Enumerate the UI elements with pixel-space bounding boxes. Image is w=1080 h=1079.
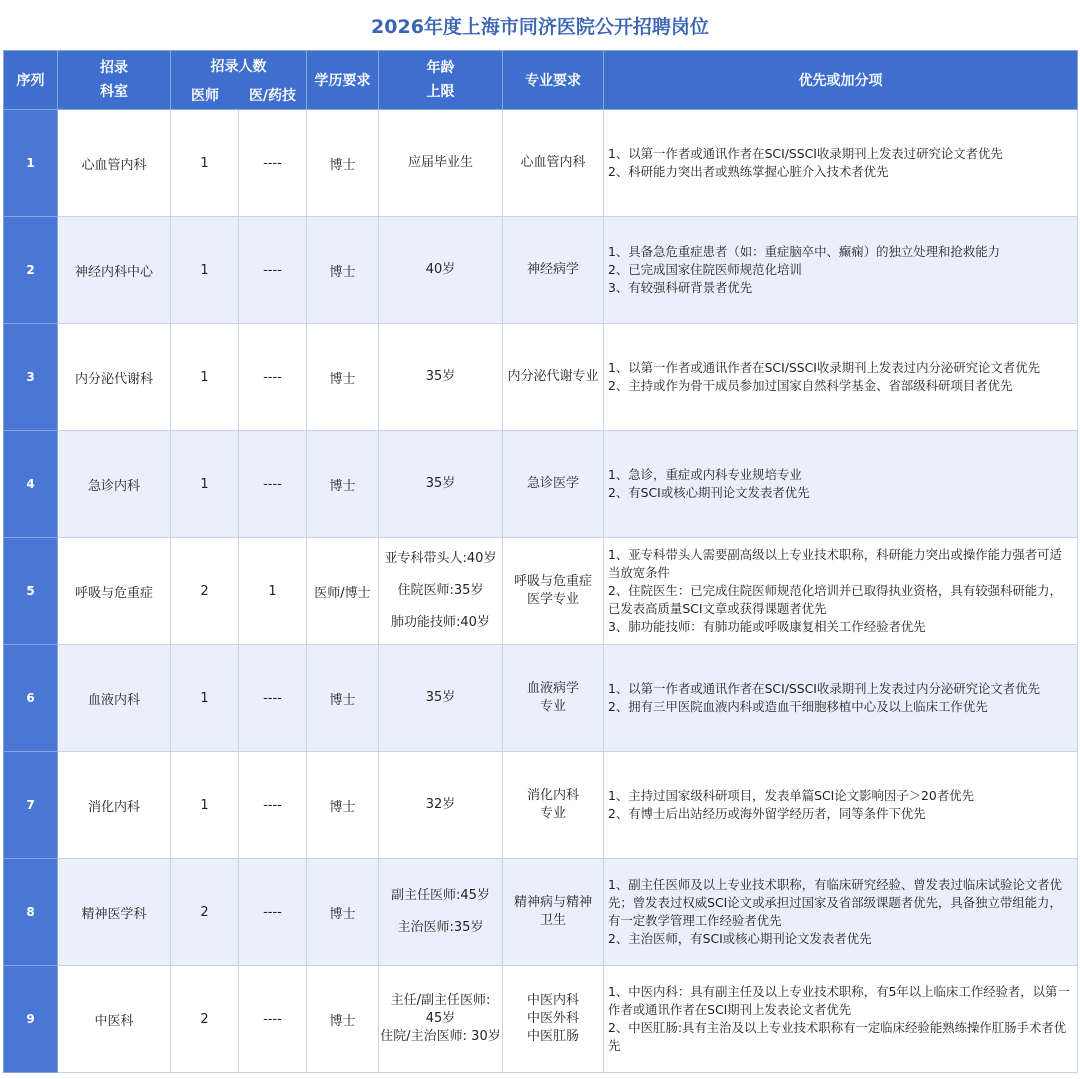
- header-count-doctor: 医师: [191, 87, 219, 104]
- header-pref: 优先或加分项: [604, 51, 1078, 110]
- row-count-doctor: 2: [171, 538, 239, 645]
- row-dept: 心血管内科: [58, 110, 171, 217]
- row-seq: 3: [4, 324, 58, 431]
- row-age-line: 40岁: [425, 262, 456, 277]
- row-pref: [604, 859, 1078, 966]
- row-count-tech: ----: [239, 859, 307, 966]
- pref-item: 2、主治医师，有SCI或核心期刊论文发表者优先: [608, 931, 872, 946]
- row-edu: 博士: [307, 645, 379, 752]
- table-header-row: [4, 51, 1078, 110]
- row-major-line: 中医外科: [526, 1011, 579, 1026]
- pref-item: 2、已完成国家住院医师规范化培训: [608, 262, 802, 277]
- row-major: [503, 645, 604, 752]
- row-major-line: 神经病学: [526, 262, 579, 277]
- table-row: [4, 752, 1078, 859]
- row-count-tech: ----: [239, 431, 307, 538]
- row-major: [503, 324, 604, 431]
- pref-item: 2、住院医生：已完成住院医师规范化培训并已取得执业资格，具有较强科研能力，已发表高质量SCI文章或获得课题者优先: [608, 583, 1062, 616]
- row-dept: 精神医学科: [58, 859, 171, 966]
- row-age-line: 住院/主治医师: 30岁: [380, 1029, 501, 1044]
- row-age: [379, 859, 503, 966]
- pref-item: 1、亚专科带头人需要副高级以上专业技术职称，科研能力突出或操作能力强者可适当放宽条件: [608, 547, 1062, 580]
- row-seq: 6: [4, 645, 58, 752]
- pref-item: 1、以第一作者或通讯作者在SCI/SSCI收录期刊上发表过内分泌研究论文者优先: [608, 360, 1040, 375]
- row-age-line: 应届毕业生: [407, 155, 473, 170]
- row-major: [503, 859, 604, 966]
- row-count-doctor: 1: [171, 645, 239, 752]
- row-pref: [604, 966, 1078, 1073]
- row-dept: 血液内科: [58, 645, 171, 752]
- row-seq: 7: [4, 752, 58, 859]
- pref-item: 1、主持过国家级科研项目，发表单篇SCI论文影响因子＞20者优先: [608, 788, 974, 803]
- row-major-line: 血液病学: [526, 681, 579, 696]
- row-dept: 呼吸与危重症: [58, 538, 171, 645]
- pref-item: 1、急诊，重症或内科专业规培专业: [608, 467, 802, 482]
- header-major: 专业要求: [503, 51, 604, 110]
- row-count-tech: ----: [239, 752, 307, 859]
- row-major-line: 专业: [539, 806, 566, 821]
- row-age-line: 亚专科带头人:40岁: [384, 551, 497, 566]
- header-dept: 招录 科室: [58, 51, 171, 110]
- row-count-doctor: 1: [171, 217, 239, 324]
- row-major-line: 心血管内科: [520, 155, 586, 170]
- row-edu: 博士: [307, 110, 379, 217]
- pref-item: 1、副主任医师及以上专业技术职称，有临床研究经验、曾发表过临床试验论文者优先；曾发表过权威SCI论文或承担过国家及省部级课题者优先，具备独立带组能力，有一定教学管理工作经验者优先: [608, 877, 1062, 928]
- pref-item: 3、肺功能技师：有肺功能或呼吸康复相关工作经验者优先: [608, 619, 926, 634]
- row-age-line: 主任/副主任医师:: [390, 993, 491, 1008]
- header-edu: 学历要求: [307, 51, 379, 110]
- row-major-line: 中医内科: [526, 993, 579, 1008]
- row-age: [379, 217, 503, 324]
- row-major: [503, 966, 604, 1073]
- pref-item: 2、拥有三甲医院血液内科或造血干细胞移植中心及以上临床工作优先: [608, 699, 988, 714]
- row-dept: 内分泌代谢科: [58, 324, 171, 431]
- row-seq: 1: [4, 110, 58, 217]
- row-seq: 4: [4, 431, 58, 538]
- row-major: [503, 752, 604, 859]
- row-age-line: 35岁: [425, 476, 456, 491]
- row-major-line: 呼吸与危重症: [513, 574, 592, 589]
- row-dept: 消化内科: [58, 752, 171, 859]
- row-count-doctor: 2: [171, 966, 239, 1073]
- row-dept: 中医科: [58, 966, 171, 1073]
- row-major: [503, 538, 604, 645]
- row-pref: [604, 324, 1078, 431]
- row-major: [503, 110, 604, 217]
- row-age: [379, 431, 503, 538]
- pref-item: 2、科研能力突出者或熟练掌握心脏介入技术者优先: [608, 164, 889, 179]
- row-pref: [604, 752, 1078, 859]
- row-edu: 博士: [307, 217, 379, 324]
- table-row: [4, 431, 1078, 538]
- row-pref: [604, 538, 1078, 645]
- row-major-line: 专业: [539, 699, 566, 714]
- row-major-line: 急诊医学: [526, 476, 579, 491]
- row-count-tech: ----: [239, 110, 307, 217]
- row-count-tech: ----: [239, 966, 307, 1073]
- row-count-tech: ----: [239, 217, 307, 324]
- row-age-line: 主治医师:35岁: [397, 920, 484, 935]
- pref-item: 2、有SCI或核心期刊论文发表者优先: [608, 485, 810, 500]
- row-edu: 博士: [307, 752, 379, 859]
- row-major-line: 精神病与精神: [513, 895, 592, 910]
- row-count-tech: ----: [239, 324, 307, 431]
- header-seq: 序列: [4, 51, 58, 110]
- row-age: [379, 645, 503, 752]
- table-row: [4, 859, 1078, 966]
- table-row: [4, 645, 1078, 752]
- page-title: 2026年度上海市同济医院公开招聘岗位: [0, 0, 1080, 50]
- row-count-doctor: 2: [171, 859, 239, 966]
- row-dept: 神经内科中心: [58, 217, 171, 324]
- row-edu: 医师/博士: [307, 538, 379, 645]
- row-seq: 5: [4, 538, 58, 645]
- table-row: [4, 324, 1078, 431]
- table-row: [4, 538, 1078, 645]
- row-seq: 2: [4, 217, 58, 324]
- table-row: [4, 966, 1078, 1073]
- pref-item: 3、有较强科研背景者优先: [608, 280, 753, 295]
- row-age: [379, 966, 503, 1073]
- row-edu: 博士: [307, 859, 379, 966]
- row-major-line: 中医肛肠: [526, 1029, 579, 1044]
- pref-item: 1、中医内科：具有副主任及以上专业技术职称，有5年以上临床工作经验者，以第一作者或通讯作者在SCI期刊上发表论文者优先: [608, 984, 1070, 1017]
- row-pref: [604, 110, 1078, 217]
- row-major-line: 卫生: [539, 913, 566, 928]
- row-major: [503, 431, 604, 538]
- row-age: [379, 110, 503, 217]
- row-age-line: 肺功能技师:40岁: [391, 615, 490, 630]
- row-count-doctor: 1: [171, 110, 239, 217]
- header-count: 招录人数 医师 医/药技: [171, 51, 307, 110]
- row-count-tech: ----: [239, 645, 307, 752]
- row-edu: 博士: [307, 431, 379, 538]
- row-major: [503, 217, 604, 324]
- row-age-line: 45岁: [425, 1011, 456, 1026]
- row-dept: 急诊内科: [58, 431, 171, 538]
- row-pref: [604, 217, 1078, 324]
- row-major-line: 医学专业: [526, 592, 579, 607]
- pref-item: 1、具备急危重症患者（如：重症脑卒中、癫痫）的独立处理和抢救能力: [608, 244, 1000, 259]
- row-count-doctor: 1: [171, 431, 239, 538]
- pref-item: 2、中医肛肠:具有主治及以上专业技术职称有一定临床经验能熟练操作肛肠手术者优先: [608, 1020, 1067, 1053]
- row-count-doctor: 1: [171, 752, 239, 859]
- row-age: [379, 538, 503, 645]
- table-row: [4, 217, 1078, 324]
- row-age: [379, 752, 503, 859]
- row-pref: [604, 645, 1078, 752]
- row-age-line: 35岁: [425, 369, 456, 384]
- row-count-doctor: 1: [171, 324, 239, 431]
- row-age: [379, 324, 503, 431]
- row-major-line: 消化内科: [526, 788, 579, 803]
- row-major-line: 内分泌代谢专业: [507, 369, 599, 384]
- row-age-line: 35岁: [425, 690, 456, 705]
- table-row: [4, 110, 1078, 217]
- pref-item: 2、主持或作为骨干成员参加过国家自然科学基金、省部级科研项目者优先: [608, 378, 1013, 393]
- pref-item: 1、以第一作者或通讯作者在SCI/SSCI收录期刊上发表过内分泌研究论文者优先: [608, 681, 1040, 696]
- row-age-line: 副主任医师:45岁: [391, 888, 490, 903]
- header-count-tech: 医/药技: [248, 87, 297, 104]
- pref-item: 2、有博士后出站经历或海外留学经历者，同等条件下优先: [608, 806, 926, 821]
- row-seq: 9: [4, 966, 58, 1073]
- row-edu: 博士: [307, 324, 379, 431]
- row-pref: [604, 431, 1078, 538]
- row-age-line: 住院医师:35岁: [397, 583, 484, 598]
- header-age: 年龄 上限: [379, 51, 503, 110]
- row-seq: 8: [4, 859, 58, 966]
- row-count-tech: 1: [239, 538, 307, 645]
- row-edu: 博士: [307, 966, 379, 1073]
- pref-item: 1、以第一作者或通讯作者在SCI/SSCI收录期刊上发表过研究论文者优先: [608, 146, 1003, 161]
- row-age-line: 32岁: [425, 797, 456, 812]
- recruitment-table: [3, 50, 1078, 1073]
